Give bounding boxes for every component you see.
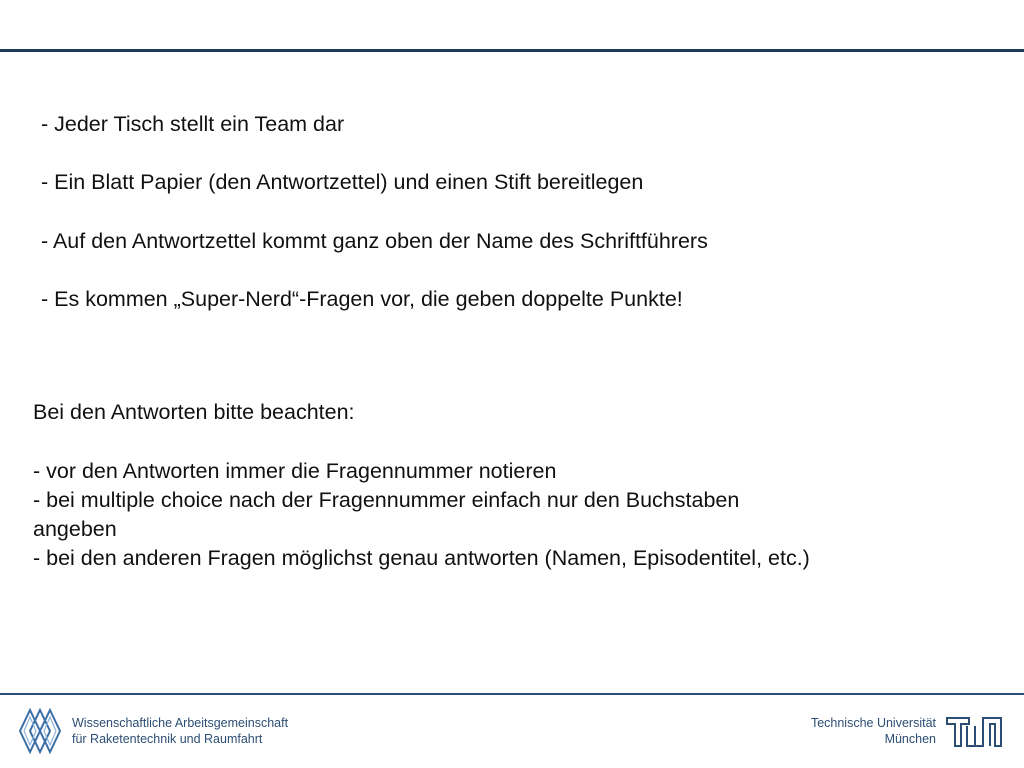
rule-item: - Jeder Tisch stellt ein Team dar	[41, 112, 345, 136]
rule-item: - Auf den Antwortzettel kommt ganz oben der Name des Schriftführers	[41, 229, 708, 253]
top-divider	[0, 49, 1024, 52]
answers-item: angeben	[33, 517, 117, 541]
answers-item: - bei multiple choice nach der Fragennummer einfach nur den Buchstaben	[33, 488, 740, 512]
rule-item: - Es kommen „Super-Nerd“-Fragen vor, die geben doppelte Punkte!	[41, 287, 683, 311]
answers-item: - bei den anderen Fragen möglichst genau antworten (Namen, Episodentitel, etc.)	[33, 546, 810, 570]
footer-left-line1: Wissenschaftliche Arbeitsgemeinschaft	[72, 716, 289, 730]
warr-logo	[18, 708, 62, 754]
footer-left-text	[72, 715, 288, 747]
rule-item: - Ein Blatt Papier (den Antwortzettel) und einen Stift bereitlegen	[41, 170, 644, 194]
answers-item: - vor den Antworten immer die Fragennummer notieren	[33, 459, 557, 483]
answers-heading: Bei den Antworten bitte beachten:	[33, 400, 355, 424]
bottom-divider	[0, 693, 1024, 695]
footer-left-line2: für Raketentechnik und Raumfahrt	[72, 732, 263, 746]
footer-right-line2: München	[884, 732, 936, 746]
tum-logo	[945, 716, 1003, 748]
footer-right-text	[811, 715, 936, 747]
footer-right-line1: Technische Universität	[810, 716, 936, 730]
